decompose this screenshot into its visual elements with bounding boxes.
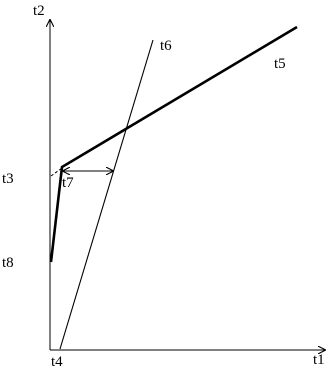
thick-line <box>51 27 297 262</box>
thin-line-label: t6 <box>160 38 172 54</box>
vertical-axis-label: t2 <box>33 3 45 19</box>
interval-label: t7 <box>62 175 74 191</box>
thin-line <box>60 40 153 349</box>
thin-line-root-label: t4 <box>51 354 63 370</box>
thick-line-label: t5 <box>274 56 286 72</box>
horizontal-axis-label: t1 <box>313 352 325 368</box>
intercept-level-label: t8 <box>2 255 14 271</box>
breakpoint-level-label: t3 <box>2 171 14 187</box>
